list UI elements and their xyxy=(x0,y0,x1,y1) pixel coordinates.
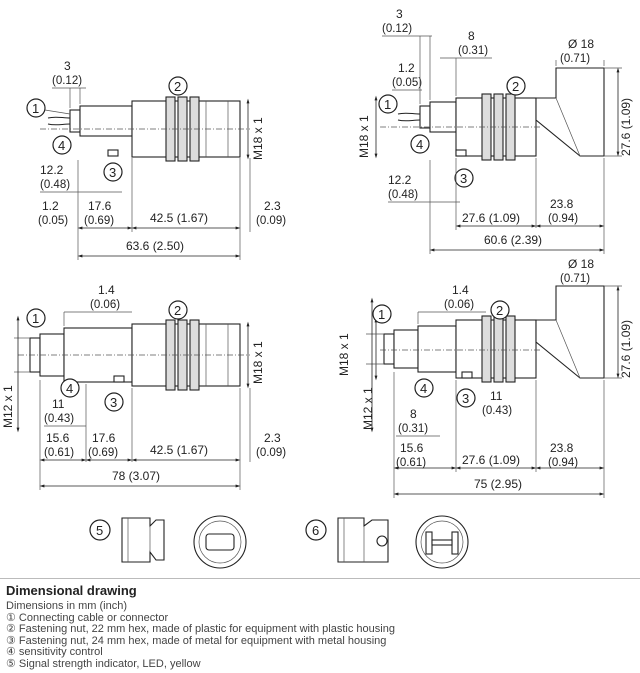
dimension-label: Ø 18 xyxy=(568,257,595,271)
caption-line: ④ sensitivity control xyxy=(6,646,103,659)
dimension-label: (0.43) xyxy=(44,413,75,425)
dimension-label: Ø 18 xyxy=(568,37,595,51)
callout-2: 2 xyxy=(174,79,182,94)
caption-list xyxy=(6,601,395,671)
caption-line: ① Connecting cable or connector xyxy=(6,611,169,624)
dimension-label: 3 xyxy=(64,59,71,73)
dimension-label: 4 xyxy=(66,381,74,396)
caption-line: ② Fastening nut, 22 mm hex, made of plastic for equipment with plastic housing xyxy=(6,623,395,636)
caption-line: ③ Fastening nut, 24 mm hex, made of metal for equipment with metal housing xyxy=(6,634,387,647)
dimension-label: 8 xyxy=(410,407,417,421)
callout-5: 5 xyxy=(96,523,104,538)
detail-5-led-indicator xyxy=(90,516,246,568)
dimension-label: 3 xyxy=(396,7,403,21)
dimension-label: (0.09) xyxy=(256,447,287,459)
dimension-label: 1 xyxy=(32,311,40,326)
view-c-connector-thread: M12 x 1 xyxy=(1,385,15,428)
dimension-label: (0.69) xyxy=(88,447,119,459)
detail-6-connector-pins xyxy=(306,516,468,568)
dimension-label: 17.6 xyxy=(88,199,112,213)
dimension-label: (0.12) xyxy=(382,23,413,35)
view-b-angled-cable xyxy=(357,7,633,254)
dimension-label: 2.3 xyxy=(264,431,281,445)
dimension-label: 78 (3.07) xyxy=(112,469,161,483)
dimension-label: (0.61) xyxy=(396,457,427,469)
callout-1b: 1 xyxy=(384,97,392,112)
dimension-label: 23.8 xyxy=(550,441,574,455)
dimension-label: (0.31) xyxy=(458,45,489,57)
dimension-label: (0.09) xyxy=(256,215,287,227)
dimension-label: (0.69) xyxy=(84,215,115,227)
dimension-label: 11 xyxy=(52,397,65,411)
dimension-label: 42.5 (1.67) xyxy=(150,443,209,457)
dimension-label: 15.6 xyxy=(46,431,70,445)
dimension-label: 1.4 xyxy=(98,283,115,297)
dimension-label: 11 xyxy=(490,389,503,403)
dimension-label: 27.6 (1.09) xyxy=(462,211,521,225)
dimension-label: 17.6 xyxy=(92,431,116,445)
view-d-angled-connector xyxy=(337,257,633,498)
caption-title: Dimensional drawing xyxy=(6,583,137,598)
dimension-label: (0.71) xyxy=(560,53,591,65)
dimension-label: (0.48) xyxy=(40,179,71,191)
dimension-label: 8 xyxy=(468,29,475,43)
dimension-label: 2.3 xyxy=(264,199,281,213)
callout-3: 3 xyxy=(109,165,117,180)
dimension-label: (0.05) xyxy=(38,215,69,227)
dimension-label: 12.2 xyxy=(388,173,412,187)
callout-4: 4 xyxy=(58,138,66,153)
dimension-label: 75 (2.95) xyxy=(474,477,523,491)
dimension-label: 15.6 xyxy=(400,441,424,455)
callout-6: 6 xyxy=(312,523,320,538)
dimension-label: (0.06) xyxy=(90,299,121,311)
view-d-connector-thread: M12 x 1 xyxy=(361,387,375,430)
dimension-label: 27.6 (1.09) xyxy=(619,319,633,378)
dimension-label: (0.71) xyxy=(560,273,591,285)
view-d-thread-label: M18 x 1 xyxy=(337,333,351,376)
callout-1: 1 xyxy=(32,101,40,116)
dimension-label: (0.61) xyxy=(44,447,75,459)
dimension-label: 60.6 (2.39) xyxy=(484,233,543,247)
dimension-label: (0.94) xyxy=(548,457,579,469)
dimension-label: (0.48) xyxy=(388,189,419,201)
dimension-label: 4 xyxy=(420,381,428,396)
caption-panel xyxy=(0,578,640,673)
callout-4b: 4 xyxy=(416,137,424,152)
dimension-label: 12.2 xyxy=(40,163,64,177)
dimension-label: 42.5 (1.67) xyxy=(150,211,209,225)
view-b-thread-label: M18 x 1 xyxy=(357,115,371,158)
callout-3b: 3 xyxy=(460,171,468,186)
caption-line: ⑤ Signal strength indicator, LED, yellow xyxy=(6,657,201,670)
view-a-thread-label: M18 x 1 xyxy=(251,117,265,160)
dimension-label: 2 xyxy=(496,303,504,318)
dimension-label: 2 xyxy=(174,303,182,318)
view-a-straight-cable xyxy=(27,59,286,260)
dimension-label: 3 xyxy=(110,395,118,410)
view-c-straight-connector xyxy=(1,283,286,490)
dimension-label: (0.31) xyxy=(398,423,429,435)
dimension-label: 1.2 xyxy=(42,199,59,213)
dimension-label: (0.43) xyxy=(482,405,513,417)
dimension-label: 1 xyxy=(378,307,386,322)
dimension-label: 1.4 xyxy=(452,283,469,297)
dimension-label: 23.8 xyxy=(550,197,574,211)
dimension-label: (0.06) xyxy=(444,299,475,311)
dimension-label: 3 xyxy=(462,391,470,406)
dimension-label: (0.05) xyxy=(392,77,423,89)
dimension-label: (0.94) xyxy=(548,213,579,225)
callout-2b: 2 xyxy=(512,79,520,94)
dimension-label: (0.12) xyxy=(52,75,83,87)
caption-line: Dimensions in mm (inch) xyxy=(6,600,128,612)
dimension-label: 27.6 (1.09) xyxy=(619,97,633,156)
view-c-thread-label: M18 x 1 xyxy=(251,341,265,384)
dimension-label: 63.6 (2.50) xyxy=(126,239,185,253)
dimension-label: 27.6 (1.09) xyxy=(462,453,521,467)
dimension-label: 1.2 xyxy=(398,61,415,75)
